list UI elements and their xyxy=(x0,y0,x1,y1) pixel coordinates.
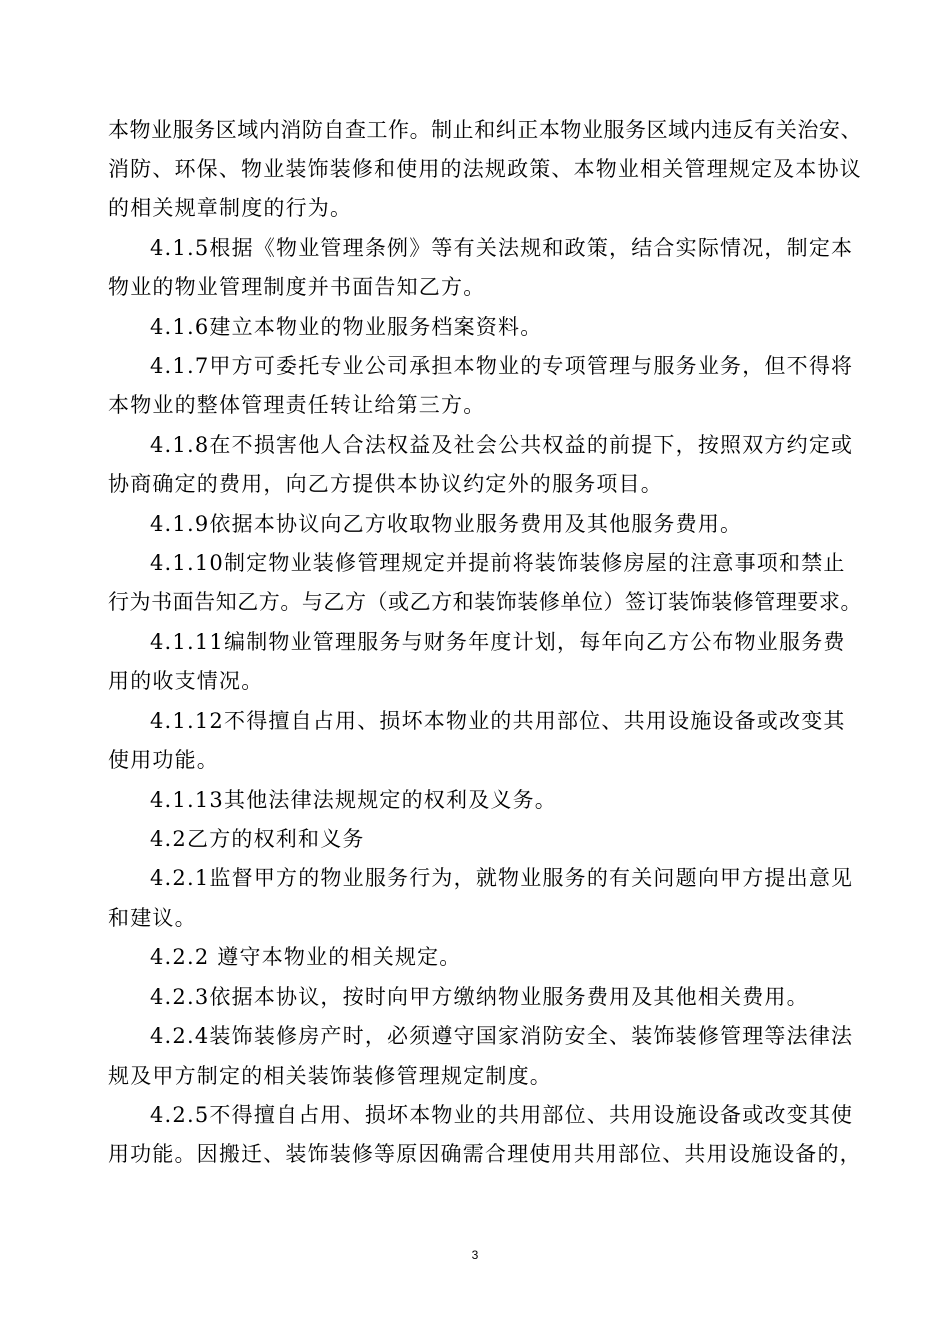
text-line: 4.2.5不得擅自占用、损坏本物业的共用部位、共用设施设备或改变其使 xyxy=(150,1103,854,1127)
text-line: 的相关规章制度的行为。 xyxy=(108,196,353,220)
text-line: 4.1.10制定物业装修管理规定并提前将装饰装修房屋的注意事项和禁止 xyxy=(150,551,846,575)
text-line: 4.1.7甲方可委托专业公司承担本物业的专项管理与服务业务，但不得将 xyxy=(150,354,854,378)
text-line: 规及甲方制定的相关装饰装修管理规定制度。 xyxy=(108,1064,552,1088)
text-line: 4.2.1监督甲方的物业服务行为，就物业服务的有关问题向甲方提出意见 xyxy=(150,866,854,890)
text-line: 协商确定的费用，向乙方提供本协议约定外的服务项目。 xyxy=(108,472,663,496)
text-line: 4.2.2 遵守本物业的相关规定。 xyxy=(150,945,462,969)
text-line: 本物业服务区域内消防自查工作。制止和纠正本物业服务区域内违反有关治安、 xyxy=(108,118,862,142)
text-line: 4.1.6建立本物业的物业服务档案资料。 xyxy=(150,315,543,339)
text-line: 4.1.11编制物业管理服务与财务年度计划，每年向乙方公布物业服务费 xyxy=(150,630,846,654)
text-line: 和建议。 xyxy=(108,906,197,930)
text-line: 用的收支情况。 xyxy=(108,669,264,693)
text-line: 用功能。因搬迁、装饰装修等原因确需合理使用共用部位、共用设施设备的， xyxy=(108,1142,862,1166)
text-line: 本物业的整体管理责任转让给第三方。 xyxy=(108,393,486,417)
text-line: 4.1.13其他法律法规规定的权利及义务。 xyxy=(150,788,557,812)
text-line: 行为书面告知乙方。与乙方（或乙方和装饰装修单位）签订装饰装修管理要求。 xyxy=(108,590,862,614)
text-line: 4.1.9依据本协议向乙方收取物业服务费用及其他服务费用。 xyxy=(150,512,743,536)
text-line: 4.1.8在不损害他人合法权益及社会公共权益的前提下，按照双方约定或 xyxy=(150,433,854,457)
text-line: 物业的物业管理制度并书面告知乙方。 xyxy=(108,275,486,299)
text-line: 4.2.4装饰装修房产时，必须遵守国家消防安全、装饰装修管理等法律法 xyxy=(150,1024,854,1048)
text-line: 4.1.5根据《物业管理条例》等有关法规和政策，结合实际情况，制定本 xyxy=(150,236,854,260)
text-line: 4.1.12不得擅自占用、损坏本物业的共用部位、共用设施设备或改变其 xyxy=(150,709,846,733)
page-number: 3 xyxy=(471,1248,479,1262)
text-line: 4.2.3依据本协议，按时向甲方缴纳物业服务费用及其他相关费用。 xyxy=(150,985,809,1009)
section-heading: 4.2乙方的权利和义务 xyxy=(150,827,365,851)
text-line: 消防、环保、物业装饰装修和使用的法规政策、本物业相关管理规定及本协议 xyxy=(108,157,862,181)
text-line: 使用功能。 xyxy=(108,748,219,772)
